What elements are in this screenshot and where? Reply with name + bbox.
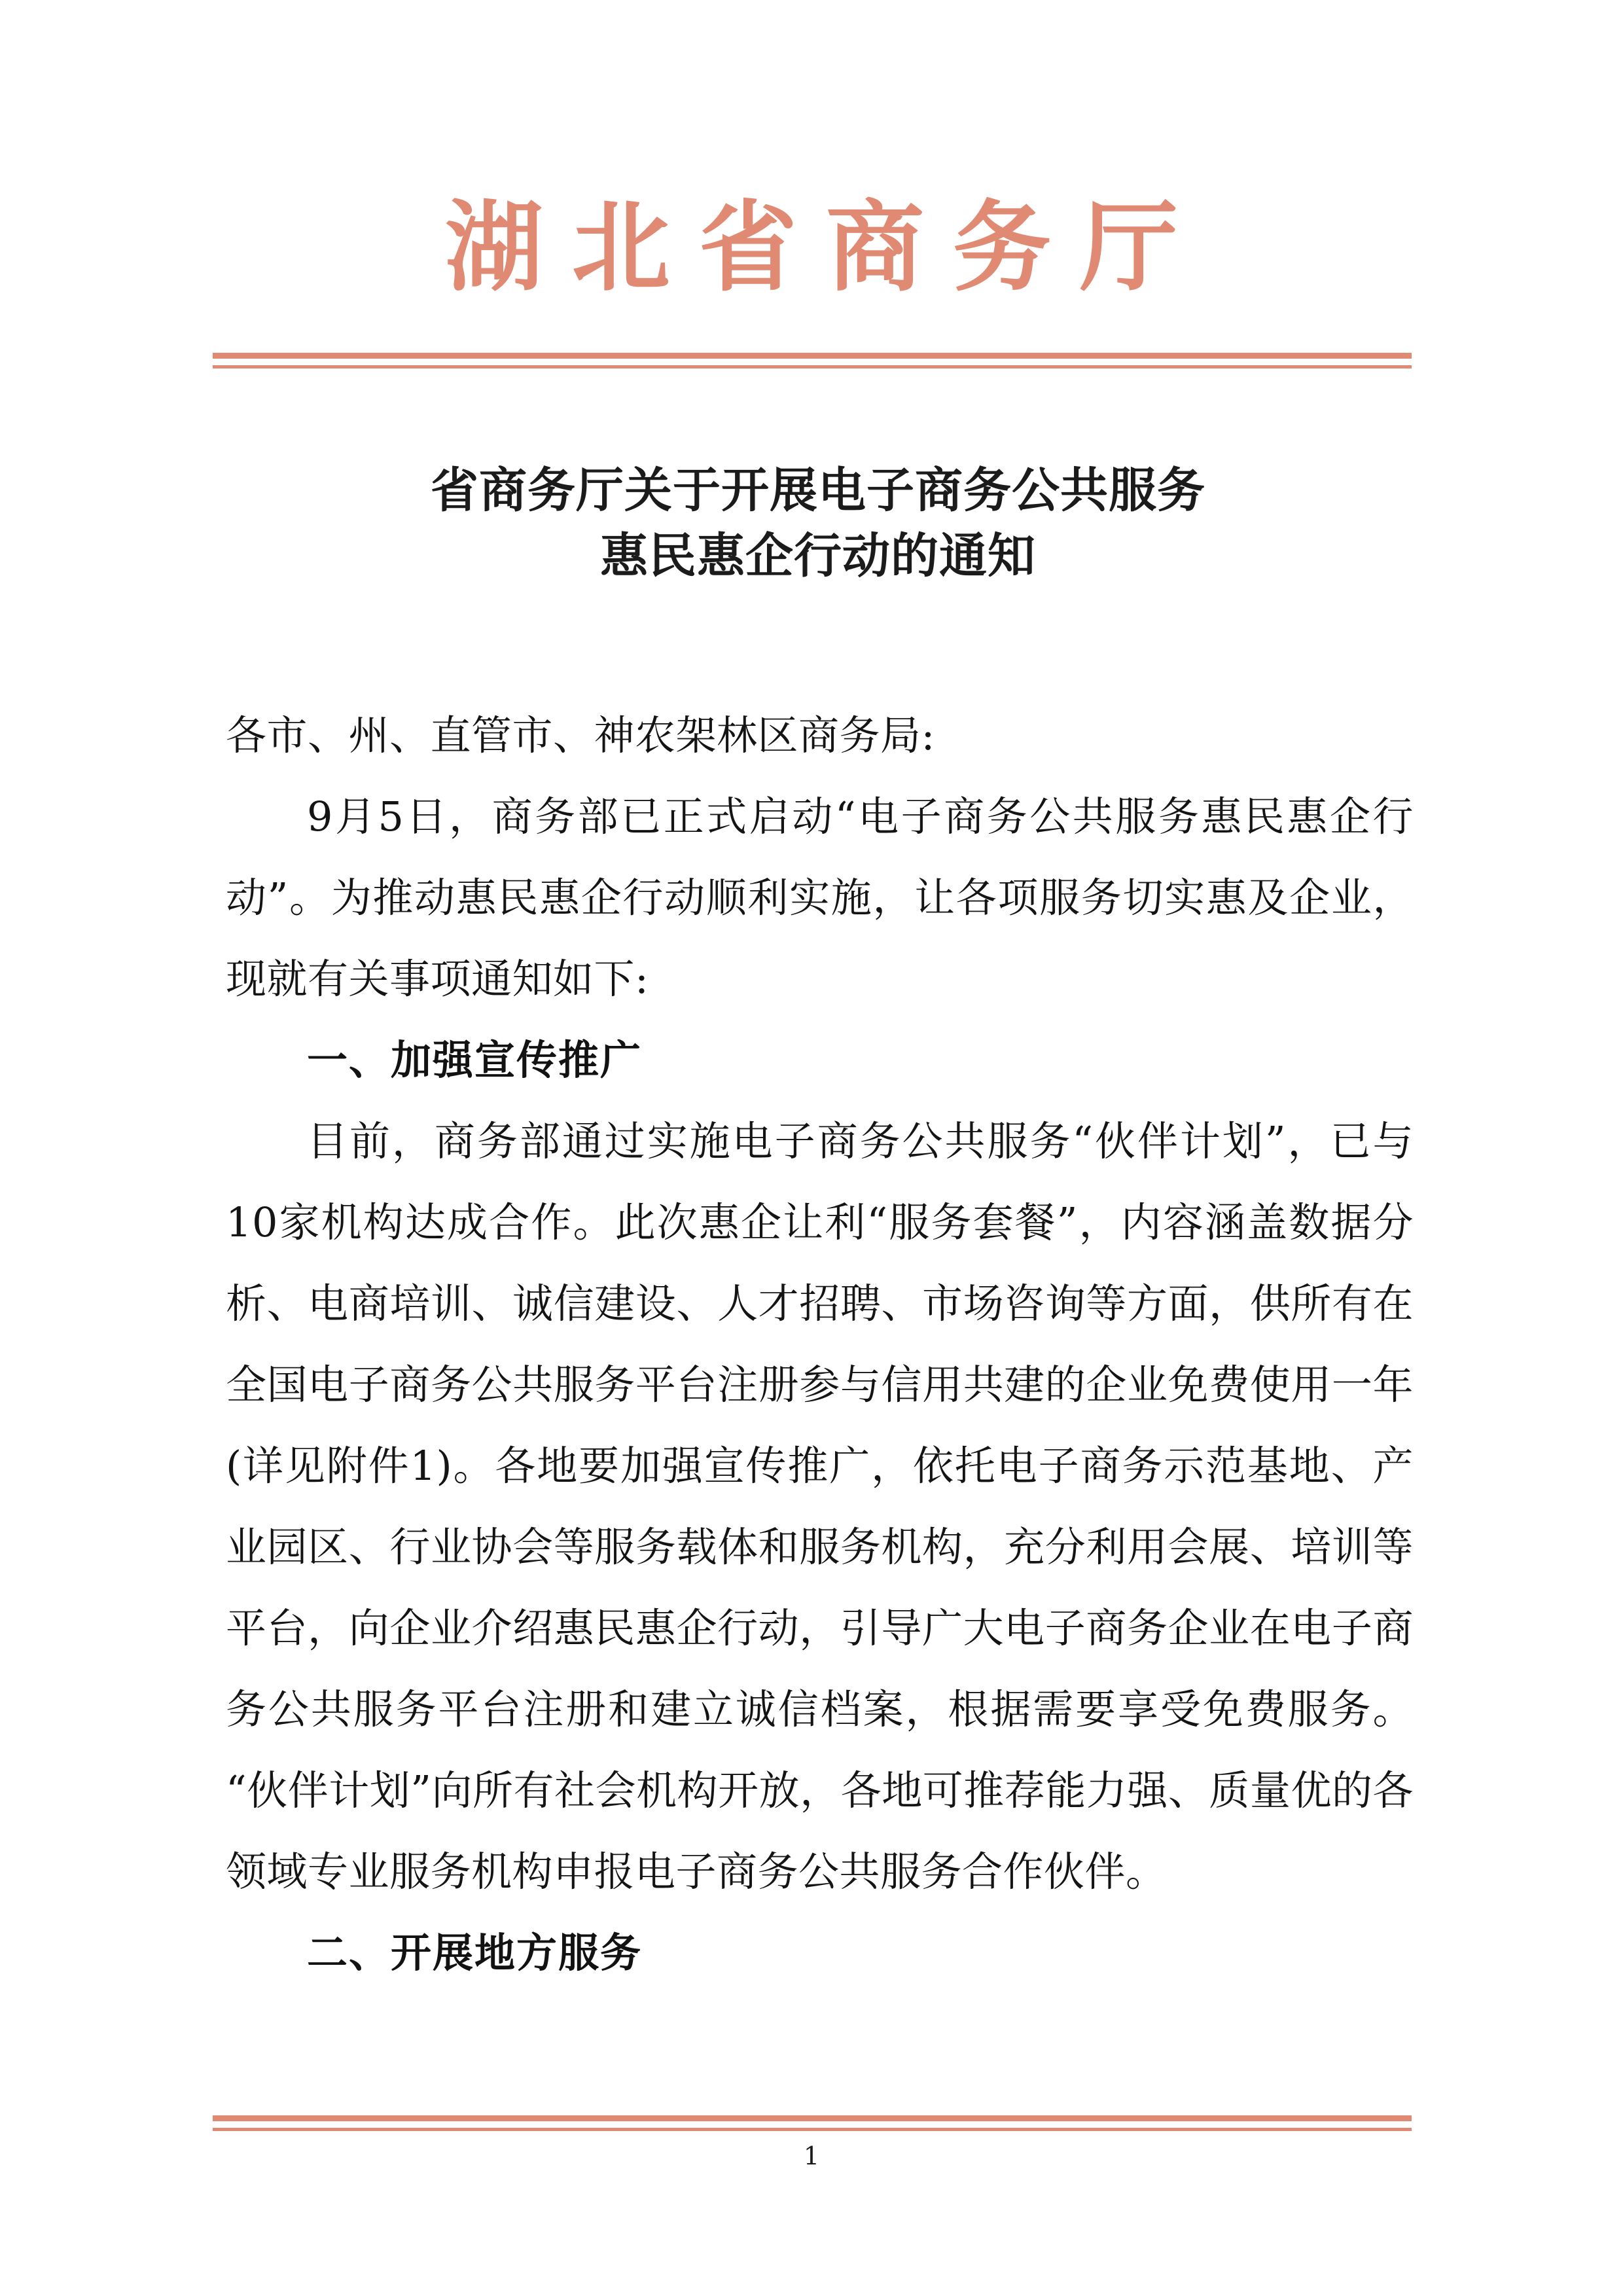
document-title-line-1: 省商务厅关于开展电子商务公共服务 [431, 463, 1205, 518]
masthead-rule-thin [213, 365, 1412, 368]
masthead-rule-thick [213, 353, 1412, 359]
footer-rule-thin [213, 2128, 1412, 2131]
footer-rule-gap [213, 2121, 1412, 2128]
salutation: 各市、州、直管市、神农架林区商务局: [226, 711, 935, 759]
footer-rule-thick [213, 2115, 1412, 2121]
masthead-divider [213, 353, 1412, 368]
document-title-line-2: 惠民惠企行动的通知 [600, 528, 1036, 584]
issuing-agency-title: 湖北省商务厅 [444, 190, 1207, 305]
section-heading-1: 一、加强宣传推广 [307, 1036, 643, 1084]
paragraph-section-1-body: 目前，商务部通过实施电子商务公共服务“伙伴计划”，已与10家机构达成合作。此次惠企让利“服务套餐”，内容涵盖数据分析、电商培训、诚信建设、人才招聘、市场咨询等方面，供所有在全国电子商务公共服务平台注册参与信用共建的企业免费使用一年(详见附件1)。各地要加强宣传推广，依托电子商务示范基地、产业园区、行业协会等服务载体和服务机构，充分利用会展、培训等平台，向企业介绍惠民惠企行动，引导广大电子商务企业在电子商务公共服务平台注册和建立诚信档案，根据需要享受免费服务。“伙伴计划”向所有社会机构开放，各地可推荐能力强、质量优的各领域专业服务机构申报电子商务公共服务合作伙伴。 [226, 1117, 1414, 1895]
page-number: 1 [803, 2142, 820, 2170]
paragraph-intro: 9月5日，商务部已正式启动“电子商务公共服务惠民惠企行动”。为推动惠民惠企行动顺利实施，让各项服务切实惠及企业，现就有关事项通知如下: [226, 793, 1414, 1003]
document-title [226, 458, 1410, 589]
footer-divider [213, 2115, 1412, 2131]
masthead [0, 190, 1623, 305]
document-body [226, 695, 1414, 1994]
masthead-rule-gap [213, 359, 1412, 365]
section-heading-2: 二、开展地方服务 [307, 1929, 643, 1977]
